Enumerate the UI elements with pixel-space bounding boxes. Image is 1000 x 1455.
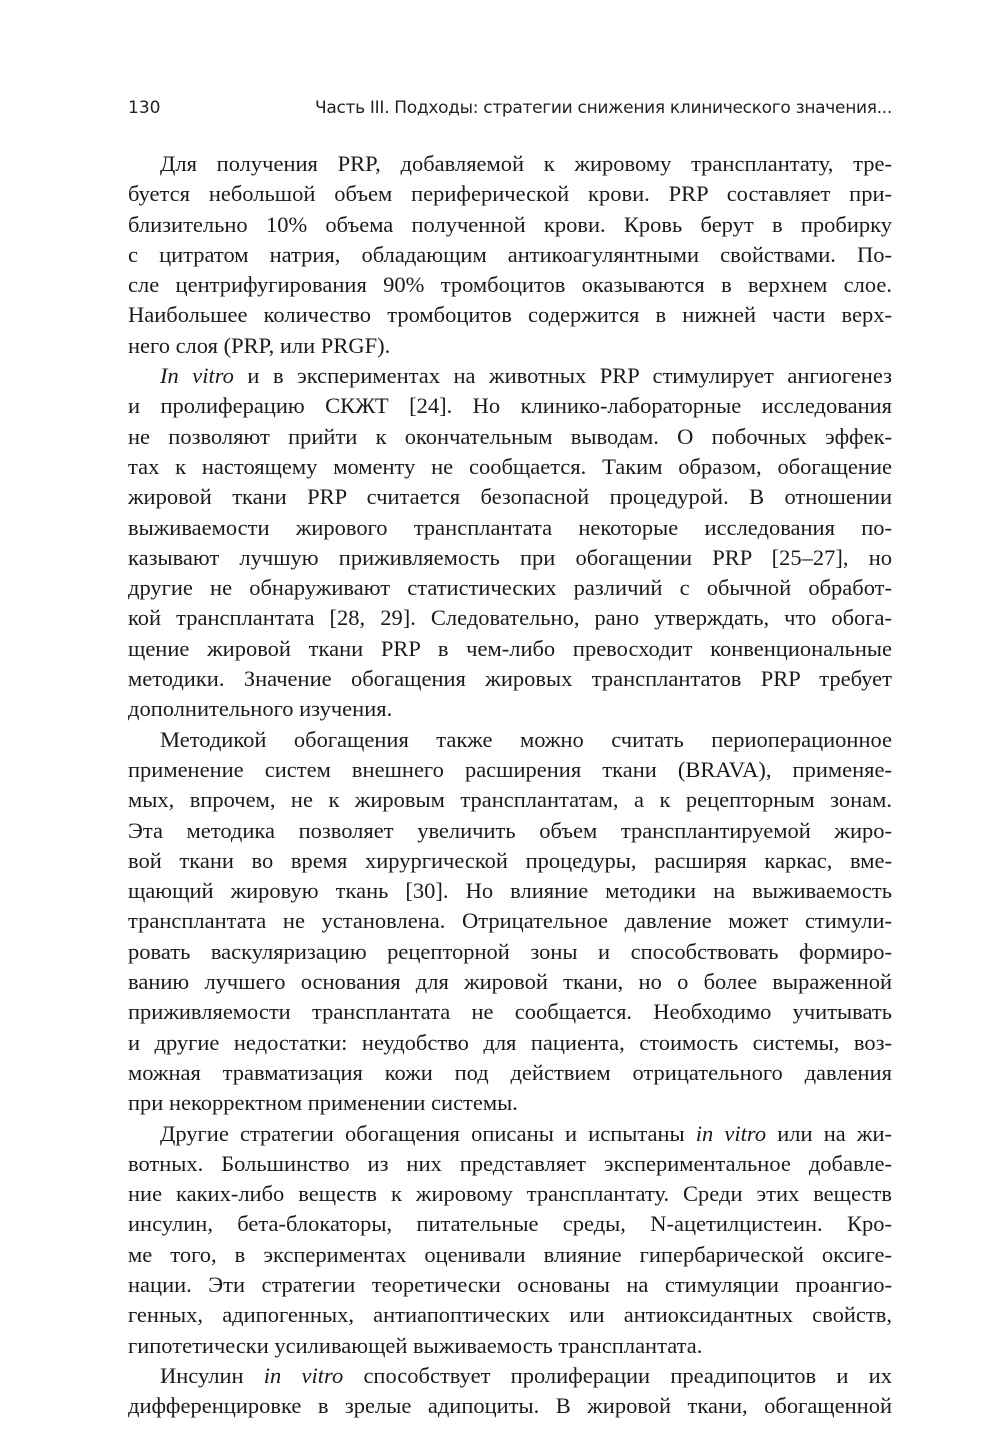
paragraph-4 xyxy=(128,1119,892,1361)
text-line: и пролиферацию СКЖТ [24]. Но клинико-лабораторные исследования xyxy=(128,393,892,419)
paragraph-2 xyxy=(128,361,892,725)
text-line: гипотетически усиливающей выживаемость трансплантата. xyxy=(128,1332,703,1358)
text-line: вой ткани во время хирургической процедуры, расширяя каркас, вме- xyxy=(128,847,892,873)
text-run: или на жи- xyxy=(766,1120,892,1146)
text-run: Другие стратегии обогащения описаны и испытаны xyxy=(160,1120,696,1146)
text-line: мых, впрочем, не к жировым трансплантатам, а к рецепторным зонам. xyxy=(128,787,892,813)
paragraph-1 xyxy=(128,149,892,361)
paragraph-3 xyxy=(128,725,892,1119)
text-line: можная травматизация кожи под действием отрицательного давления xyxy=(128,1059,892,1085)
paragraph-5 xyxy=(128,1361,892,1422)
text-line: методики. Значение обогащения жировых трансплантатов PRP требует xyxy=(128,666,892,692)
text-line: с цитратом натрия, обладающим антикоагулянтными свойствами. По- xyxy=(128,241,892,267)
text-line: ме того, в экспериментах оценивали влияние гипербарической оксиге- xyxy=(128,1241,892,1267)
text-line: кой трансплантата [28, 29]. Следовательно, рано утверждать, что обога- xyxy=(128,605,892,631)
page xyxy=(128,96,892,1421)
italic-term: in vitro xyxy=(695,1120,767,1146)
text-line: близительно 10% объема полученной крови. Кровь берут в пробирку xyxy=(128,211,892,237)
text-line: нации. Эти стратегии теоретически основаны на стимуляции проангио- xyxy=(128,1271,892,1297)
running-head xyxy=(128,96,892,120)
text-line: ванию лучшего основания для жировой ткани, но о более выраженной xyxy=(128,969,892,995)
running-head-title: Часть III. Подходы: стратегии снижения клинического значения... xyxy=(314,98,892,118)
text-line xyxy=(128,1119,892,1149)
text-line: жировой ткани PRP считается безопасной процедурой. В отношении xyxy=(128,484,892,510)
text-line: приживляемости трансплантата не сообщается. Необходимо учитывать xyxy=(128,999,892,1025)
text-line: щение жировой ткани PRP в чем-либо превосходит конвенциональные xyxy=(128,635,892,661)
text-line: ние каких-либо веществ к жировому трансплантату. Среди этих веществ xyxy=(128,1181,892,1207)
text-line: него слоя (PRP, или PRGF). xyxy=(128,332,391,358)
text-line: Наибольшее количество тромбоцитов содержится в нижней части верх- xyxy=(128,302,892,328)
text-line xyxy=(128,361,892,391)
text-line: при некорректном применении системы. xyxy=(128,1090,518,1116)
text-line: дифференцировке в зрелые адипоциты. В жировой ткани, обогащенной xyxy=(128,1393,892,1419)
text-line: другие не обнаруживают статистических различий с обычной обработ- xyxy=(128,575,892,601)
text-line: Для получения PRP, добавляемой к жировому трансплантату, тре- xyxy=(160,151,892,176)
text-line: применение систем внешнего расширения ткани (BRAVA), применяе- xyxy=(128,756,892,782)
body-text xyxy=(128,149,892,1421)
text-line: инсулин, бета-блокаторы, питательные среды, N-ацетилцистеин. Кро- xyxy=(128,1211,892,1237)
text-run: и в экспериментах на животных PRP стимулирует ангиогенез xyxy=(233,363,892,389)
text-line: выживаемости жирового трансплантата некоторые исследования по- xyxy=(128,514,892,540)
text-line: буется небольшой объем периферической крови. PRP составляет при- xyxy=(128,181,892,207)
italic-term: in vitro xyxy=(263,1362,344,1388)
text-line: щающий жировую ткань [30]. Но влияние методики на выживаемость xyxy=(128,878,892,904)
page-number: 130 xyxy=(128,98,161,118)
text-line: тах к настоящему моменту не сообщается. Таким образом, обогащение xyxy=(128,453,892,479)
text-line: и другие недостатки: неудобство для пациента, стоимость системы, воз- xyxy=(128,1029,892,1055)
text-line: Эта методика позволяет увеличить объем трансплантируемой жиро- xyxy=(128,817,892,843)
text-line: не позволяют прийти к окончательным выводам. О побочных эффек- xyxy=(128,423,892,449)
text-line: казывают лучшую приживляемость при обогащении PRP [25–27], но xyxy=(128,544,892,570)
text-line: ровать васкуляризацию рецепторной зоны и способствовать формиро- xyxy=(128,938,892,964)
text-line: трансплантата не установлена. Отрицательное давление может стимули- xyxy=(128,908,892,934)
text-line: сле центрифугирования 90% тромбоцитов оказываются в верхнем слое. xyxy=(128,272,892,298)
text-line: вотных. Большинство из них представляет экспериментальное добавле- xyxy=(128,1150,892,1176)
text-run: способствует пролиферации преадипоцитов и их xyxy=(343,1362,892,1388)
text-line: генных, адипогенных, антиапоптических или антиоксидантных свойств, xyxy=(128,1302,892,1328)
italic-term: In vitro xyxy=(160,363,234,389)
text-line: дополнительного изучения. xyxy=(128,696,393,722)
text-line: Методикой обогащения также можно считать периоперационное xyxy=(160,726,892,752)
text-run: Инсулин xyxy=(160,1362,264,1388)
text-line xyxy=(128,1361,892,1391)
